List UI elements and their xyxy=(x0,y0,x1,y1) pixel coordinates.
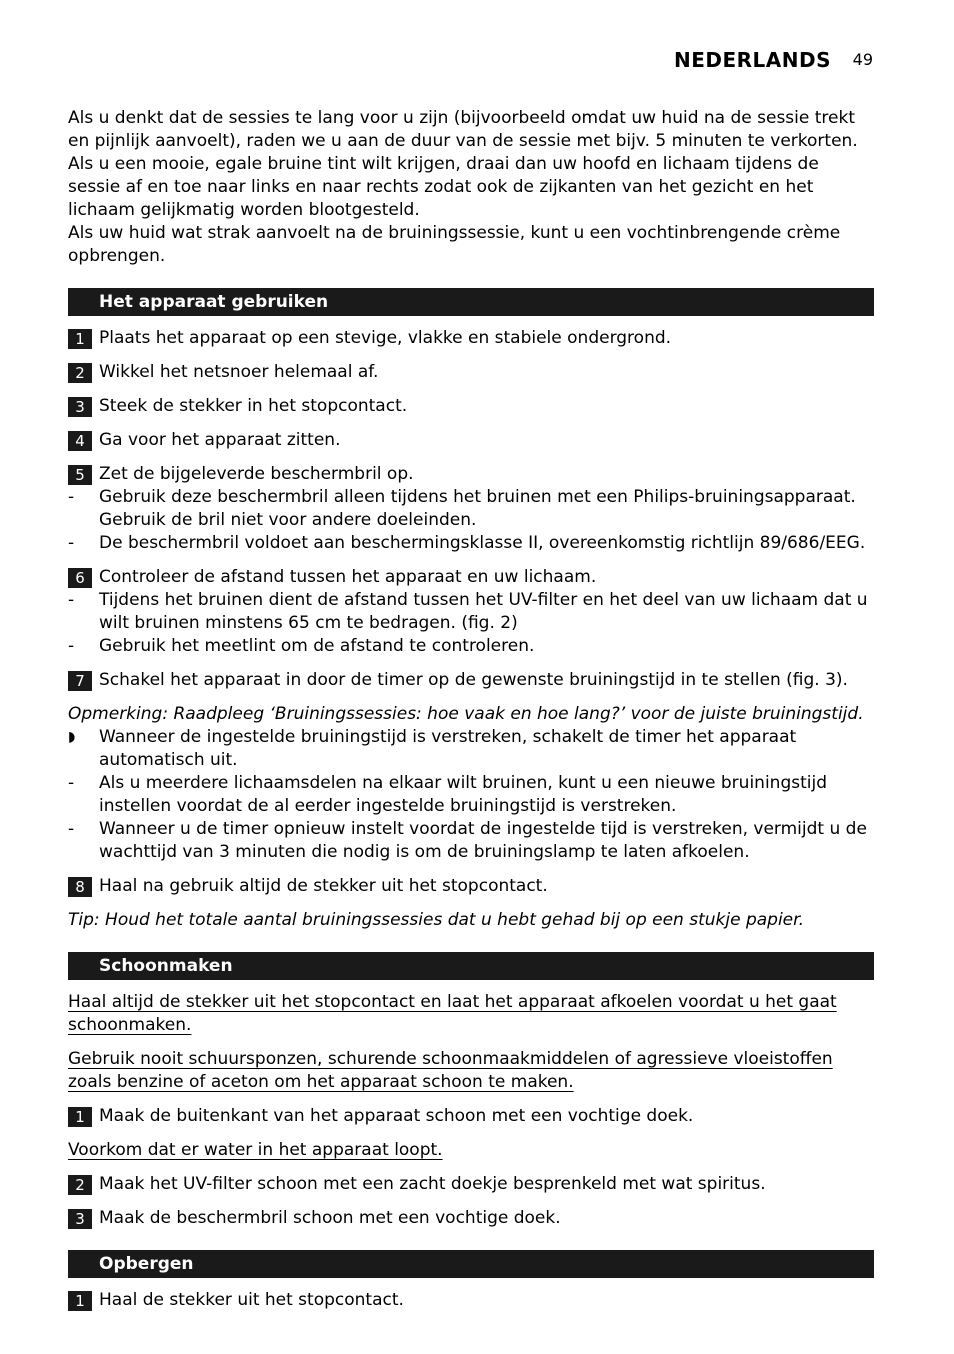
list-item xyxy=(68,635,874,658)
step-number: 2 xyxy=(68,363,92,383)
step-text: Haal de stekker uit het stopcontact. xyxy=(99,1290,404,1310)
list-item xyxy=(68,772,874,818)
intro-paragraph-2: Als u een mooie, egale bruine tint wilt krijgen, draai dan uw hoofd en lichaam tijdens de sessie af en toe naar links en naar rechts zodat ook de zijkanten van het gezicht en het lichaam gelijkmatig worden blootgesteld. xyxy=(68,154,819,220)
tip-text: Tip: Houd het totale aantal bruiningssessies dat u hebt gehad bij op een stukje papier. xyxy=(68,910,804,930)
result-item xyxy=(68,726,874,772)
clean-step-3 xyxy=(68,1207,874,1230)
list-item-text: Gebruik het meetlint om de afstand te controleren. xyxy=(99,636,535,656)
dash-marker: - xyxy=(68,819,75,839)
clean-step-2 xyxy=(68,1173,874,1196)
page-content xyxy=(68,107,874,1312)
step-text: Haal na gebruik altijd de stekker uit het stopcontact. xyxy=(99,876,548,896)
step-number: 4 xyxy=(68,431,92,451)
intro-paragraph-3: Als uw huid wat strak aanvoelt na de bruiningssessie, kunt u een vochtinbrengende crème opbrengen. xyxy=(68,223,841,266)
step-text: Maak het UV-filter schoon met een zacht doekje besprenkeld met wat spiritus. xyxy=(99,1174,766,1194)
use-step-3 xyxy=(68,395,874,418)
list-item-text: Gebruik deze beschermbril alleen tijdens het bruinen met een Philips-bruiningsapparaat. Gebruik de bril niet voor andere doeleinden. xyxy=(99,487,856,530)
step-text: Controleer de afstand tussen het apparaat en uw lichaam. xyxy=(99,567,597,587)
list-item xyxy=(68,818,874,864)
step-number: 6 xyxy=(68,568,92,588)
use-step-7 xyxy=(68,669,874,692)
dash-marker: - xyxy=(68,487,75,507)
list-item-text: Wanneer u de timer opnieuw instelt voordat de ingestelde tijd is verstreken, vermijdt u de wachttijd van 3 minuten die nodig is om de bruiningslamp te laten afkoelen. xyxy=(99,819,867,862)
page-number: 49 xyxy=(852,50,873,69)
section-heading-cleaning: Schoonmaken xyxy=(68,952,874,980)
use-step-6 xyxy=(68,566,874,589)
step-number: 1 xyxy=(68,1291,92,1311)
step-text: Plaats het apparaat op een stevige, vlakke en stabiele ondergrond. xyxy=(99,328,672,348)
section-heading-storage: Opbergen xyxy=(68,1250,874,1278)
warning-text: Gebruik nooit schuursponzen, schurende schoonmaakmiddelen of agressieve vloeistoffen zoals benzine of aceton om het apparaat schoon te maken. xyxy=(68,1049,833,1092)
use-step-5 xyxy=(68,463,874,486)
step-number: 3 xyxy=(68,397,92,417)
list-item-text: Tijdens het bruinen dient de afstand tussen het UV-filter en het deel van uw lichaam dat u wilt bruinen minstens 65 cm te bedragen. (fig. 2) xyxy=(99,590,868,633)
step-text: Wikkel het netsnoer helemaal af. xyxy=(99,362,379,382)
language-header: NEDERLANDS xyxy=(673,48,831,72)
step-number: 2 xyxy=(68,1175,92,1195)
step-text: Maak de buitenkant van het apparaat schoon met een vochtige doek. xyxy=(99,1106,694,1126)
step-number: 5 xyxy=(68,465,92,485)
step-number: 1 xyxy=(68,1107,92,1127)
dash-marker: - xyxy=(68,636,75,656)
list-item xyxy=(68,589,874,635)
step-text: Ga voor het apparaat zitten. xyxy=(99,430,341,450)
step-text: Maak de beschermbril schoon met een vochtige doek. xyxy=(99,1208,561,1228)
step-number: 8 xyxy=(68,877,92,897)
list-item-text: Als u meerdere lichaamsdelen na elkaar wilt bruinen, kunt u een nieuwe bruiningstijd instellen voordat de al eerder ingestelde bruiningstijd is verstreken. xyxy=(99,773,827,816)
note-text: Opmerking: Raadpleeg ‘Bruiningssessies: hoe vaak en hoe lang?’ voor de juiste bruiningstijd. xyxy=(68,704,864,724)
use-step-4 xyxy=(68,429,874,452)
warning-text: Haal altijd de stekker uit het stopcontact en laat het apparaat afkoelen voordat u het gaat schoonmaken. xyxy=(68,992,837,1035)
list-item-text: De beschermbril voldoet aan beschermingsklasse II, overeenkomstig richtlijn 89/686/EEG. xyxy=(99,533,866,553)
list-item xyxy=(68,486,874,532)
dash-marker: - xyxy=(68,773,75,793)
storage-step-1 xyxy=(68,1289,874,1312)
section-heading-use: Het apparaat gebruiken xyxy=(68,288,874,316)
clean-step-1 xyxy=(68,1105,874,1128)
step-text: Schakel het apparaat in door de timer op de gewenste bruiningstijd in te stellen (fig. 3). xyxy=(99,670,848,690)
arrow-icon: ◗ xyxy=(68,729,76,745)
use-step-1 xyxy=(68,327,874,350)
step-number: 1 xyxy=(68,329,92,349)
result-text: Wanneer de ingestelde bruiningstijd is verstreken, schakelt de timer het apparaat automatisch uit. xyxy=(99,727,797,770)
step-text: Zet de bijgeleverde beschermbril op. xyxy=(99,464,414,484)
dash-marker: - xyxy=(68,590,75,610)
intro-paragraph-1: Als u denkt dat de sessies te lang voor u zijn (bijvoorbeeld omdat uw huid na de sessie trekt en pijnlijk aanvoelt), raden we u aan de duur van de sessie met bijv. 5 minuten te verkorten. xyxy=(68,108,858,151)
warning-text: Voorkom dat er water in het apparaat loopt. xyxy=(68,1140,443,1160)
use-step-2 xyxy=(68,361,874,384)
use-step-8 xyxy=(68,875,874,898)
dash-marker: - xyxy=(68,533,75,553)
step-number: 7 xyxy=(68,671,92,691)
step-text: Steek de stekker in het stopcontact. xyxy=(99,396,408,416)
step-number: 3 xyxy=(68,1209,92,1229)
list-item xyxy=(68,532,874,555)
